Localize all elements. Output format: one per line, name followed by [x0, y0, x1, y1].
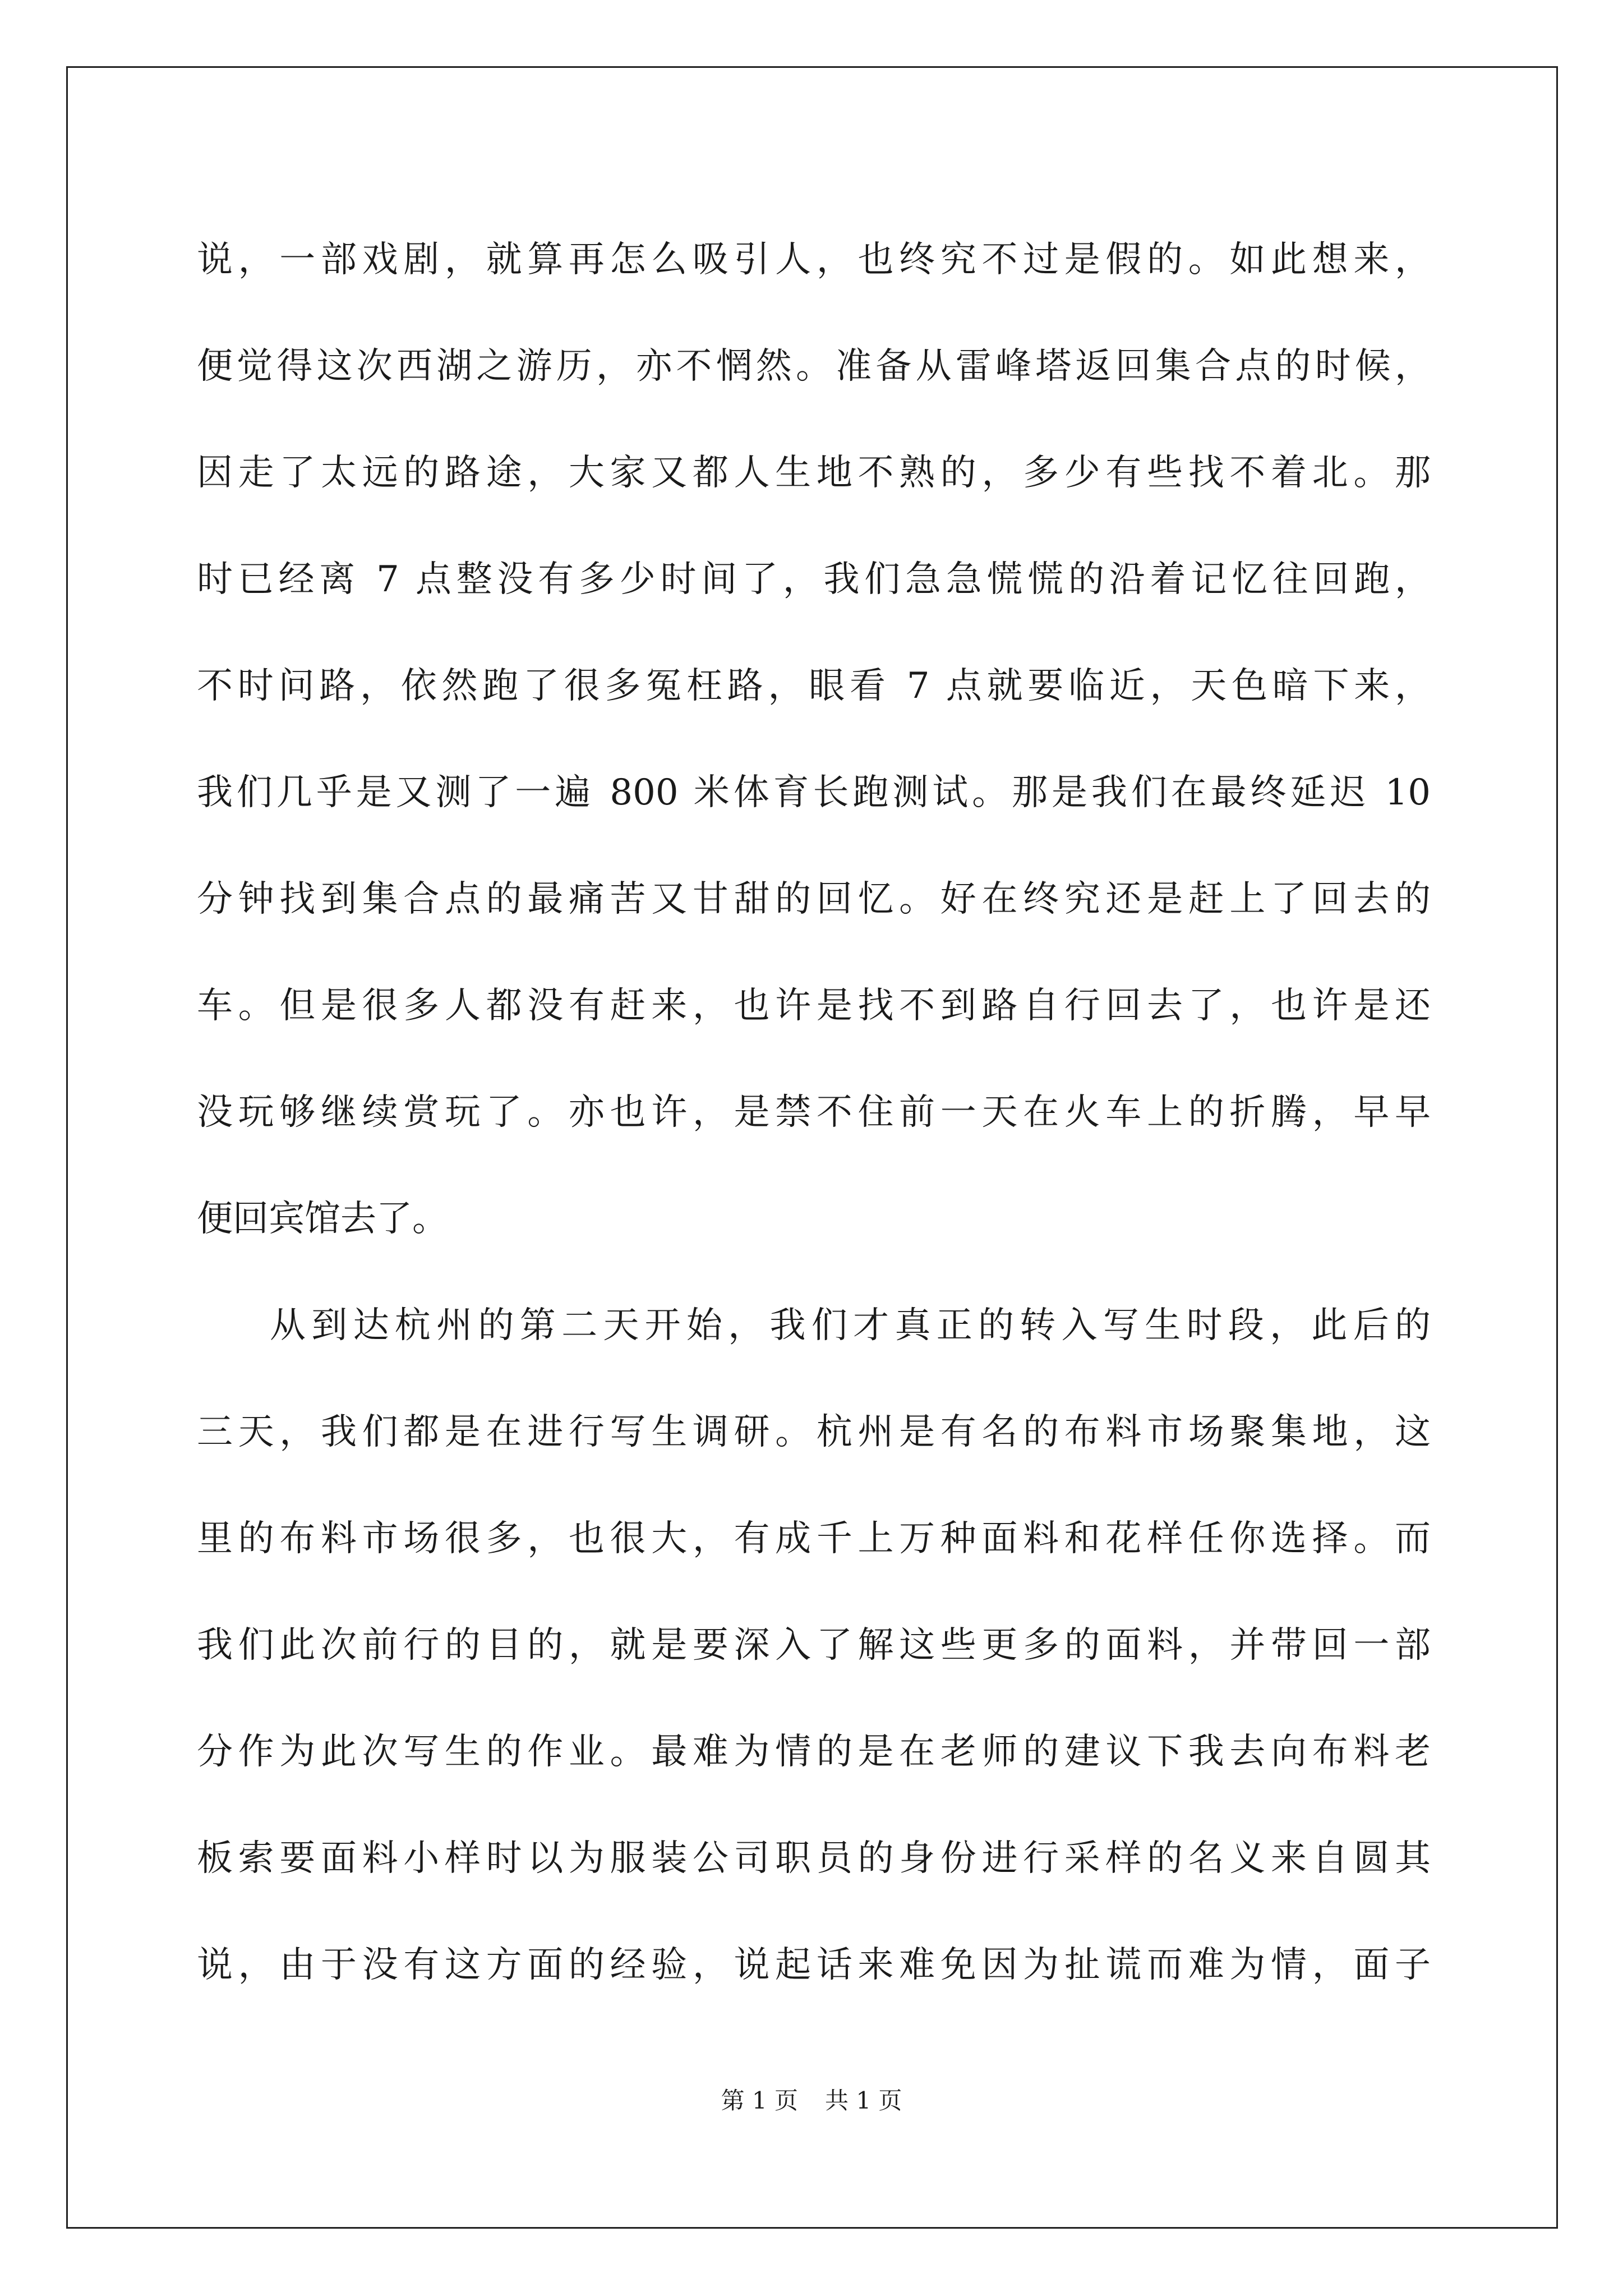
text-line: 没玩够继续赏玩了。亦也许，是禁不住前一天在火车上的折腾，早早: [197, 1092, 1431, 1133]
text-line: 因走了太远的路途，大家又都人生地不熟的，多少有些找不着北。那: [197, 452, 1431, 494]
text-line: 我们此次前行的目的，就是要深入了解这些更多的面料，并带回一部: [197, 1625, 1431, 1666]
text-line: 分钟找到集合点的最痛苦又甘甜的回忆。好在终究还是赶上了回去的: [197, 878, 1431, 920]
text-line: 便觉得这次西湖之游历，亦不惘然。准备从雷峰塔返回集合点的时候，: [197, 346, 1431, 387]
text-line: 从到达杭州的第二天开始，我们才真正的转入写生时段，此后的: [270, 1305, 1431, 1346]
document-body: [197, 206, 1431, 2018]
text-line: 便回宾馆去了。: [197, 1198, 448, 1240]
text-line: 说，一部戏剧，就算再怎么吸引人，也终究不过是假的。如此想来，: [197, 239, 1431, 280]
text-line: 不时问路，依然跑了很多冤枉路，眼看 7 点就要临近，天色暗下来，: [197, 665, 1431, 707]
text-line: 说，由于没有这方面的经验，说起话来难免因为扯谎而难为情，面子: [197, 1944, 1431, 1986]
text-line: 车。但是很多人都没有赶来，也许是找不到路自行回去了，也许是还: [197, 985, 1431, 1027]
text-line: 分作为此次写生的作业。最难为情的是在老师的建议下我去向布料老: [197, 1731, 1431, 1773]
text-line: 三天，我们都是在进行写生调研。杭州是有名的布料市场聚集地，这: [197, 1411, 1431, 1453]
page-number-current: 第 1 页: [721, 2087, 798, 2114]
page-number-total: 共 1 页: [825, 2087, 902, 2114]
text-line: 我们几乎是又测了一遍 800 米体育长跑测试。那是我们在最终延迟 10: [197, 772, 1431, 813]
text-line: 时已经离 7 点整没有多少时间了，我们急急慌慌的沿着记忆往回跑，: [197, 559, 1431, 600]
text-line: 里的布料市场很多，也很大，有成千上万种面料和花样任你选择。而: [197, 1518, 1431, 1559]
text-line: 板索要面料小样时以为服装公司职员的身份进行采样的名义来自圆其: [197, 1838, 1431, 1879]
page-footer: [0, 2084, 1623, 2118]
